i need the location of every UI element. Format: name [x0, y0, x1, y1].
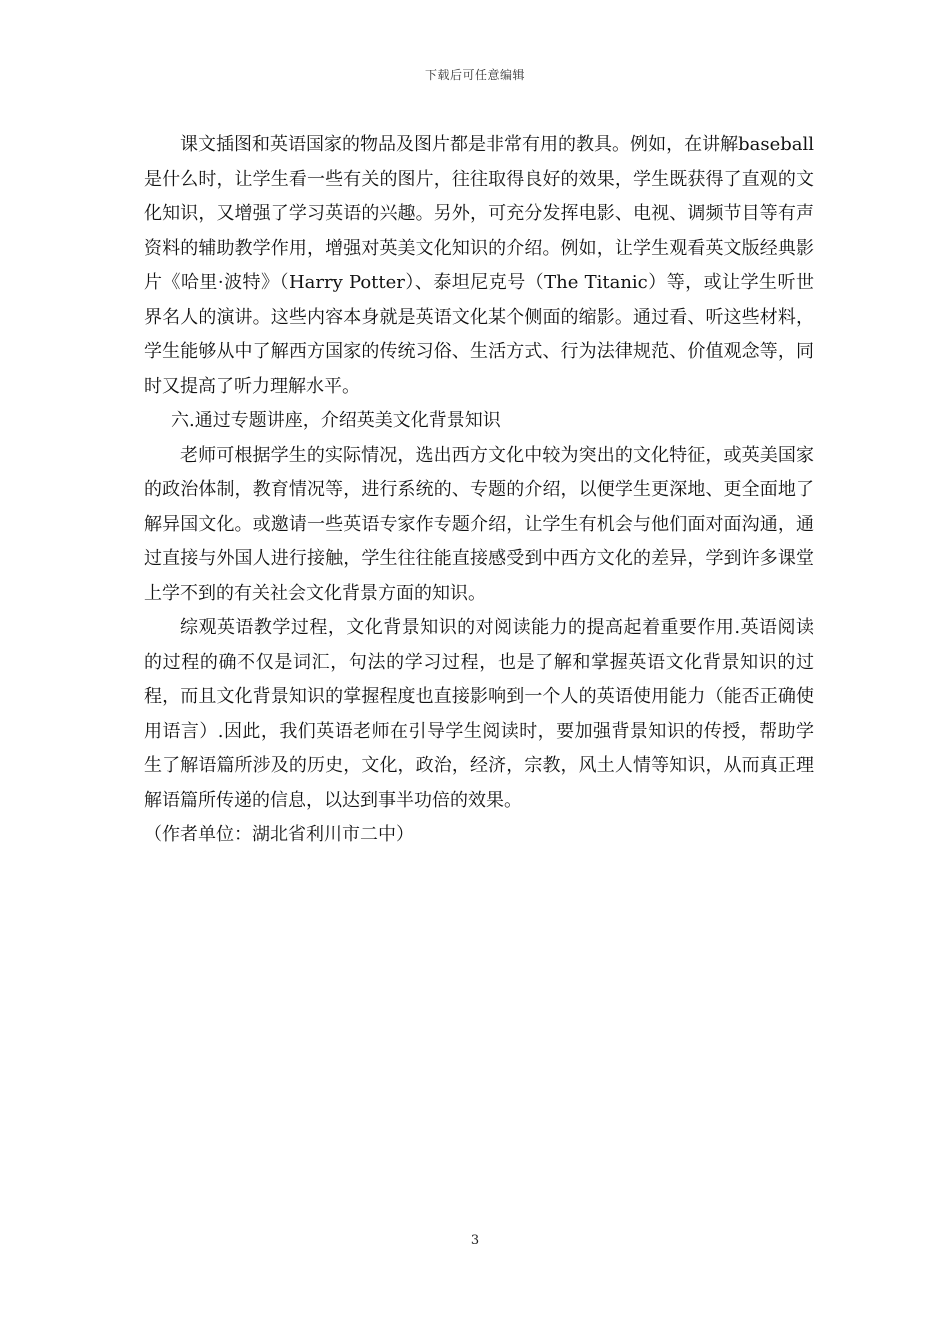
page-header: 下载后可任意编辑 — [424, 68, 525, 82]
page-number: 3 — [470, 1233, 480, 1248]
author-affiliation: （作者单位：湖北省利川市二中） — [144, 824, 414, 845]
paragraph-conclusion: 综观英语教学过程，文化背景知识的对阅读能力的提高起着重要作用.英语阅读的过程的确不仅是词汇，句法的学习过程，也是了解和掌握英语文化背景知识的过程，而且文化背景知识的掌握程度也直接影响到一个人的英语使用能力（能否正确使用语言）.因此，我们英语老师在引导学生阅读时，要加强背景知识的传授，帮助学生了解语篇所涉及的历史，文化，政治，经济，宗教，风土人情等知识，从而真正理解语篇所传递的信息，以达到事半功倍的效果。 — [144, 617, 814, 811]
paragraph-lectures: 老师可根据学生的实际情况，选出西方文化中较为突出的文化特征，或英美国家的政治体制，教育情况等，进行系统的、专题的介绍，以便学生更深地、更全面地了解异国文化。或邀请一些英语专家作专题介绍，让学生有机会与他们面对面沟通，通过直接与外国人进行接触，学生往往能直接感受到中西方文化的差异，学到许多课堂上学不到的有关社会文化背景方面的知识。 — [144, 444, 814, 604]
paragraph-teaching-aids: 课文插图和英语国家的物品及图片都是非常有用的教具。例如，在讲解baseball是什么时，让学生看一些有关的图片，往往取得良好的效果，学生既获得了直观的文化知识，又增强了学习英语的兴趣。另外，可充分发挥电影、电视、调频节目等有声资料的辅助教学作用，增强对英美文化知识的介绍。例如，让学生观看英文版经典影片《哈里·波特》（Harry Potter）、泰坦尼克号（The Titanic）等，或让学生听世界名人的演讲。这些内容本身就是英语文化某个侧面的缩影。通过看、听这些材料，学生能够从中了解西方国家的传统习俗、生活方式、行为法律规范、价值观念等，同时又提高了听力理解水平。 — [144, 134, 814, 397]
document-body — [144, 128, 814, 853]
section-heading-lectures: 六.通过专题讲座，介绍英美文化背景知识 — [171, 410, 501, 431]
